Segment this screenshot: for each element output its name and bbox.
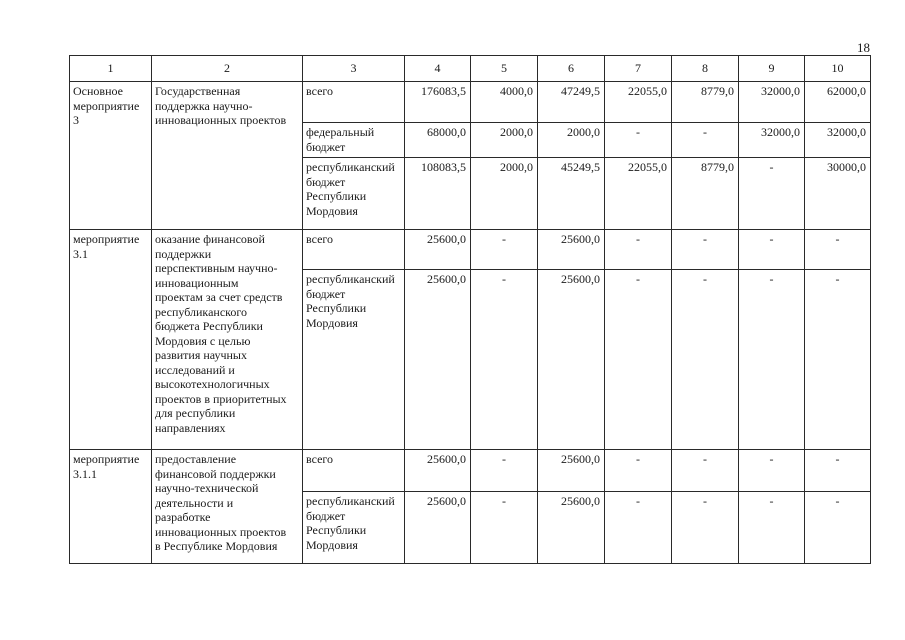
amount-cell: 30000,0	[805, 158, 871, 230]
budget-table-body	[70, 56, 871, 564]
amount-cell: -	[739, 492, 805, 564]
activity-description-cell: предоставление финансовой поддержки научно-технической деятельности и разработке инновационных проектов в Республике Мордовия	[152, 450, 303, 564]
amount-cell: 22055,0	[605, 158, 672, 230]
amount-cell: 68000,0	[405, 123, 471, 158]
amount-cell: 4000,0	[471, 82, 538, 123]
amount-cell: -	[739, 230, 805, 270]
amount-cell: 25600,0	[405, 230, 471, 270]
amount-cell: 8779,0	[672, 158, 739, 230]
activity-name-cell: Основное мероприятие 3	[70, 82, 152, 230]
amount-cell: -	[739, 450, 805, 492]
header-cell: 6	[538, 56, 605, 82]
funding-source-cell: республиканский бюджет Республики Мордовия	[303, 270, 405, 450]
amount-cell: -	[805, 270, 871, 450]
header-cell: 5	[471, 56, 538, 82]
amount-cell: 2000,0	[538, 123, 605, 158]
header-cell: 7	[605, 56, 672, 82]
amount-cell: -	[471, 270, 538, 450]
amount-cell: -	[672, 492, 739, 564]
amount-cell: 25600,0	[538, 230, 605, 270]
amount-cell: -	[605, 492, 672, 564]
page-number: 18	[857, 40, 870, 55]
amount-cell: -	[739, 270, 805, 450]
amount-cell: -	[672, 270, 739, 450]
table-row	[70, 82, 871, 123]
amount-cell: 62000,0	[805, 82, 871, 123]
amount-cell: 25600,0	[405, 270, 471, 450]
amount-cell: 45249,5	[538, 158, 605, 230]
amount-cell: -	[805, 492, 871, 564]
amount-cell: 108083,5	[405, 158, 471, 230]
amount-cell: 8779,0	[672, 82, 739, 123]
amount-cell: 2000,0	[471, 123, 538, 158]
amount-cell: -	[471, 230, 538, 270]
activity-name-cell: мероприятие 3.1.1	[70, 450, 152, 564]
amount-cell: 25600,0	[405, 492, 471, 564]
amount-cell: 176083,5	[405, 82, 471, 123]
budget-table	[69, 55, 871, 564]
header-cell: 1	[70, 56, 152, 82]
amount-cell: -	[605, 270, 672, 450]
amount-cell: -	[605, 230, 672, 270]
amount-cell: 2000,0	[471, 158, 538, 230]
amount-cell: -	[605, 450, 672, 492]
funding-source-cell: всего	[303, 230, 405, 270]
amount-cell: -	[672, 450, 739, 492]
header-cell: 3	[303, 56, 405, 82]
table-row	[70, 230, 871, 270]
amount-cell: -	[471, 492, 538, 564]
amount-cell: 25600,0	[538, 450, 605, 492]
amount-cell: 22055,0	[605, 82, 672, 123]
amount-cell: 32000,0	[805, 123, 871, 158]
header-cell: 4	[405, 56, 471, 82]
funding-source-cell: федеральный бюджет	[303, 123, 405, 158]
header-row	[70, 56, 871, 82]
activity-description-cell: Государственная поддержка научно- инновационных проектов	[152, 82, 303, 230]
header-cell: 10	[805, 56, 871, 82]
funding-source-cell: республиканский бюджет Республики Мордовия	[303, 158, 405, 230]
funding-source-cell: республиканский бюджет Республики Мордовия	[303, 492, 405, 564]
amount-cell: -	[805, 230, 871, 270]
amount-cell: 32000,0	[739, 123, 805, 158]
header-cell: 2	[152, 56, 303, 82]
amount-cell: 25600,0	[538, 270, 605, 450]
amount-cell: -	[739, 158, 805, 230]
funding-source-cell: всего	[303, 82, 405, 123]
activity-name-cell: мероприятие 3.1	[70, 230, 152, 450]
amount-cell: -	[471, 450, 538, 492]
amount-cell: 47249,5	[538, 82, 605, 123]
amount-cell: -	[672, 230, 739, 270]
amount-cell: 32000,0	[739, 82, 805, 123]
amount-cell: -	[672, 123, 739, 158]
activity-description-cell: оказание финансовой поддержки перспективным научно- инновационным проектам за счет средств республиканского бюджета Республики Мордовия с целью развития научных исследований и высокотехнологичных проектов в приоритетных для республики направлениях	[152, 230, 303, 450]
funding-source-cell: всего	[303, 450, 405, 492]
amount-cell: -	[805, 450, 871, 492]
table-row	[70, 450, 871, 492]
amount-cell: 25600,0	[405, 450, 471, 492]
amount-cell: 25600,0	[538, 492, 605, 564]
header-cell: 8	[672, 56, 739, 82]
amount-cell: -	[605, 123, 672, 158]
header-cell: 9	[739, 56, 805, 82]
